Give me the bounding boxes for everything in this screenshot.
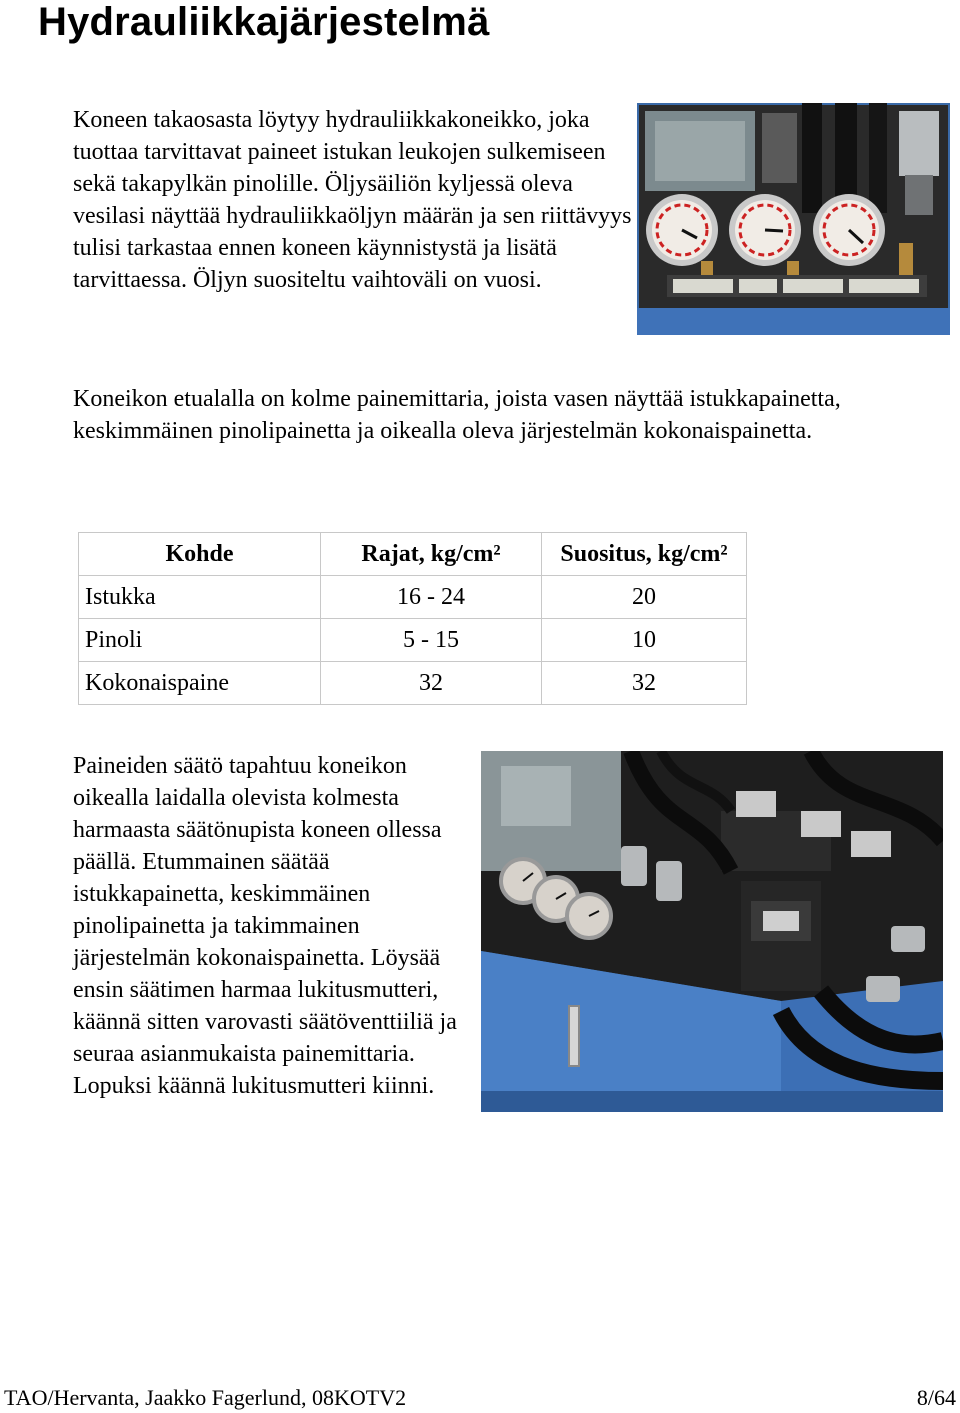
adjustment-paragraph: Paineiden säätö tapahtuu koneikon oikealla laidalla olevista kolmesta harmaasta säätönupista koneen ollessa päällä. Etummainen säätää istukkapainetta, keskimmäinen pinolipainetta ja takimmainen järjestelmän kokonaispainetta. Löysää ensin säätimen harmaa lukitusmutteri, käännä sitten varovasti säätöventtiiliä ja seuraa asianmukaista painemittaria. Lopuksi käännä lukitusmutteri kiinni. (73, 753, 457, 1099)
intro-paragraph: Koneen takaosasta löytyy hydrauliikkakoneikko, joka tuottaa tarvittavat paineet istukan leukojen sulkemiseen sekä takapylkän pinolille. Öljysäiliön kyljessä oleva vesilasi näyttää hydrauliikkaöljyn määrän ja sen riittävyys tulisi tarkastaa ennen koneen käynnistystä ja lisätä tarvittaessa. Öljyn suositeltu vaihtoväli on vuosi. (73, 107, 632, 293)
column-header: Kohde (79, 533, 321, 576)
hydraulic-unit-photo (481, 751, 943, 1112)
table-cell: 16 - 24 (321, 576, 542, 619)
table-cell: Kokonaispaine (79, 662, 321, 705)
table-row (79, 576, 747, 619)
table-header-row (79, 533, 747, 576)
page-number: 8/64 (916, 1385, 956, 1410)
table-cell: Istukka (79, 576, 321, 619)
pressure-limits-table (78, 532, 747, 705)
table-cell: 32 (321, 662, 542, 705)
table-cell: Pinoli (79, 619, 321, 662)
column-header: Rajat, kg/cm² (321, 533, 542, 576)
table-cell: 20 (542, 576, 747, 619)
column-header: Suositus, kg/cm² (542, 533, 747, 576)
gauges-paragraph: Koneikon etualalla on kolme painemittaria, joista vasen näyttää istukkapainetta, keskimmäinen pinolipainetta ja oikealla oleva järjestelmän kokonaispainetta. (73, 386, 841, 444)
page-title: Hydrauliikkajärjestelmä (38, 0, 490, 44)
table-cell: 5 - 15 (321, 619, 542, 662)
table-cell: 10 (542, 619, 747, 662)
gauges-photo (637, 103, 950, 335)
footer-credit: TAO/Hervanta, Jaakko Fagerlund, 08KOTV2 (4, 1385, 407, 1410)
table-row (79, 619, 747, 662)
table-row (79, 662, 747, 705)
table-cell: 32 (542, 662, 747, 705)
